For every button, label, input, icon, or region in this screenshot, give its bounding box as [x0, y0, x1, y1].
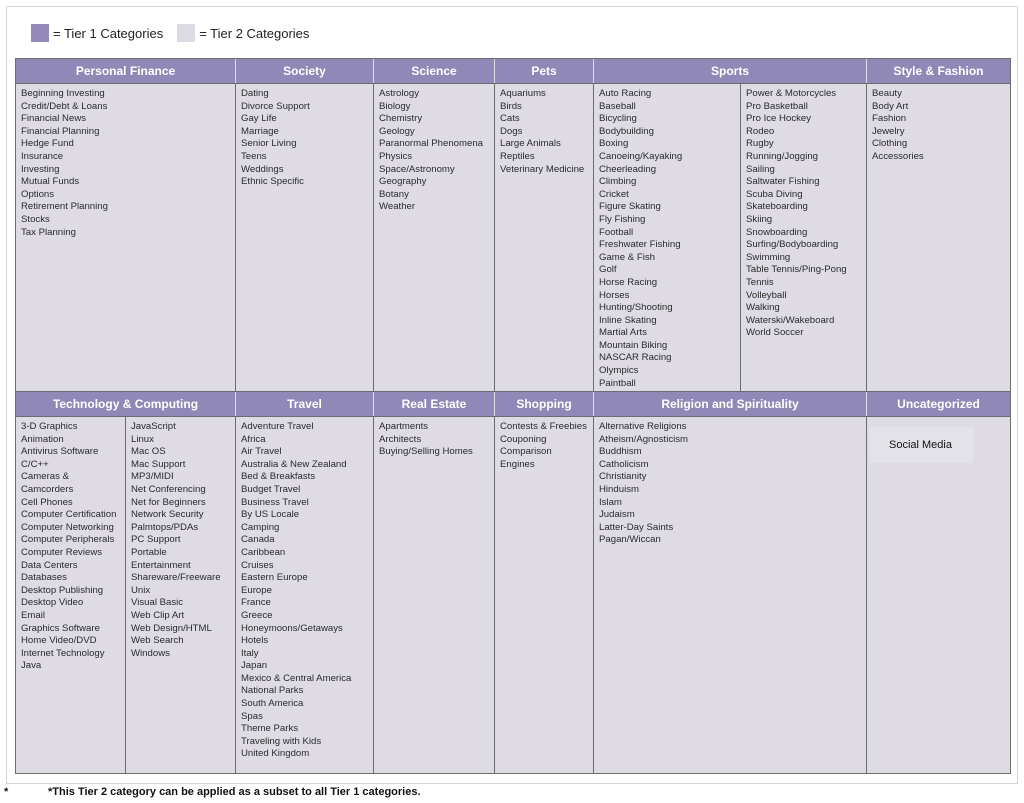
list-item: Waterski/Wakeboard — [746, 314, 835, 326]
list-item: Reptiles — [500, 150, 535, 162]
list-item: C/C++ — [21, 458, 49, 470]
list-item: Geography — [379, 176, 427, 188]
list-item: Computer Reviews — [21, 546, 103, 558]
list-item: Retirement Planning — [21, 201, 108, 213]
list-item: Desktop Publishing — [21, 584, 104, 596]
list-society — [236, 84, 373, 390]
list-item: Honeymoons/Getaways — [241, 622, 343, 634]
list-item: Africa — [241, 433, 266, 445]
header-uncategorized: Uncategorized — [867, 392, 1010, 416]
footnote-text: *This Tier 2 category can be applied as a subset to all Tier 1 categories. — [48, 786, 421, 798]
list-item: MP3/MIDI — [131, 471, 174, 483]
uncategorized-box — [870, 427, 974, 463]
list-item: Air Travel — [241, 446, 282, 458]
list-item: Financial Planning — [21, 125, 100, 137]
list-item: Apartments — [379, 421, 429, 432]
list-item: Net for Beginners — [131, 496, 206, 508]
list-item: Mac OS — [131, 446, 166, 458]
list-item: Auto Racing — [599, 88, 652, 99]
list-item: Budget Travel — [241, 483, 301, 495]
list-item: Space/Astronomy — [379, 163, 455, 175]
list-item: Body Art — [872, 100, 909, 112]
list-item: Cheerleading — [599, 163, 657, 175]
list-item: Mountain Biking — [599, 339, 668, 351]
list-item: Walking — [746, 302, 780, 314]
list-item: Architects — [379, 433, 422, 445]
list-item: Divorce Support — [241, 100, 310, 112]
list-religion — [594, 417, 866, 773]
divider — [593, 417, 594, 773]
list-item: Volleyball — [746, 289, 787, 301]
list-item: PC Support — [131, 534, 181, 546]
list-item: Windows — [131, 647, 170, 659]
list-item: Couponing — [500, 433, 547, 445]
header-pets: Pets — [495, 59, 593, 83]
list-item: Senior Living — [241, 138, 297, 150]
list-item: Jewelry — [872, 125, 905, 137]
list-item: Visual Basic — [131, 597, 184, 609]
list-item: Mexico & Central America — [241, 672, 352, 684]
list-item: NASCAR Racing — [599, 352, 672, 364]
list-item: Surfing/Bodyboarding — [746, 239, 839, 251]
list-item: Veterinary Medicine — [500, 163, 585, 175]
list-item: Cameras & — [21, 471, 69, 483]
list-item: Buying/Selling Homes — [379, 446, 473, 458]
header-technology: Technology & Computing — [16, 392, 235, 416]
header-personal-finance: Personal Finance — [16, 59, 235, 83]
divider — [593, 83, 594, 392]
list-item: Dating — [241, 88, 269, 99]
list-item: Web Search — [131, 635, 184, 647]
list-personal-finance — [16, 84, 235, 390]
list-item: Computer Networking — [21, 521, 114, 533]
header-travel: Travel — [236, 392, 373, 416]
list-item: Dogs — [500, 125, 523, 137]
list-item: Computer Certification — [21, 509, 117, 521]
list-item: Contests & Freebies — [500, 421, 587, 432]
list-item: Theme Parks — [241, 723, 299, 735]
list-item: Olympics — [599, 365, 639, 377]
list-item: Table Tennis/Ping-Pong — [746, 264, 847, 276]
tier1-swatch — [31, 24, 49, 42]
list-item: Hunting/Shooting — [599, 302, 673, 314]
list-item: Caribbean — [241, 546, 286, 558]
footnote-marker: * — [4, 786, 9, 798]
list-item: Weddings — [241, 163, 284, 175]
header-science: Science — [374, 59, 494, 83]
list-pets — [495, 84, 593, 390]
tier2-swatch — [177, 24, 195, 42]
list-item: Unix — [131, 584, 151, 596]
legend-tier1 — [31, 24, 163, 42]
list-item: Pagan/Wiccan — [599, 534, 661, 546]
list-item: National Parks — [241, 685, 304, 697]
list-item: Spas — [241, 710, 263, 722]
list-item: Portable — [131, 546, 167, 558]
list-item: Eastern Europe — [241, 572, 308, 584]
list-item: Japan — [241, 660, 268, 672]
list-item: Options — [21, 188, 55, 200]
list-item: Hotels — [241, 635, 269, 647]
list-item: Bicycling — [599, 113, 637, 125]
tier1-label: = Tier 1 Categories — [53, 25, 164, 41]
tier2-label: = Tier 2 Categories — [199, 25, 310, 41]
list-item: Palmtops/PDAs — [131, 521, 199, 533]
list-item: Bed & Breakfasts — [241, 471, 316, 483]
list-item: Network Security — [131, 509, 204, 521]
divider — [16, 391, 1010, 392]
list-item: Email — [21, 609, 45, 621]
list-item: Tennis — [746, 276, 774, 288]
list-item: World Soccer — [746, 327, 804, 339]
list-item: Christianity — [599, 471, 647, 483]
list-item: South America — [241, 698, 304, 710]
list-item: Biology — [379, 100, 411, 112]
list-item: Martial Arts — [599, 327, 647, 339]
list-item: Sailing — [746, 163, 775, 175]
list-item: Linux — [131, 433, 154, 445]
list-item: Latter-Day Saints — [599, 521, 674, 533]
list-item: Cats — [500, 113, 520, 125]
list-style-fashion — [867, 84, 1010, 390]
list-item: Atheism/Agnosticism — [599, 433, 689, 445]
list-item: Large Animals — [500, 138, 561, 150]
header-religion: Religion and Spirituality — [594, 392, 866, 416]
list-item: Judaism — [599, 509, 635, 521]
list-item: Alternative Religions — [599, 421, 687, 432]
list-item: Investing — [21, 163, 60, 175]
list-item: Web Design/HTML — [131, 622, 212, 634]
list-item: Golf — [599, 264, 617, 276]
list-item: Catholicism — [599, 458, 649, 470]
header-society: Society — [236, 59, 373, 83]
list-item: Camcorders — [21, 483, 74, 495]
list-item: Java — [21, 660, 42, 672]
divider — [235, 83, 236, 392]
list-item: Fashion — [872, 113, 907, 125]
list-item: Hinduism — [599, 483, 639, 495]
list-item: Insurance — [21, 150, 64, 162]
list-item: Game & Fish — [599, 251, 655, 263]
divider — [866, 417, 867, 773]
list-item: Canoeing/Kayaking — [599, 150, 683, 162]
list-item: 3-D Graphics — [21, 421, 78, 432]
list-item: Cruises — [241, 559, 274, 571]
list-item: By US Locale — [241, 509, 300, 521]
list-item: Canada — [241, 534, 275, 546]
list-item: Camping — [241, 521, 280, 533]
legend-tier2 — [177, 24, 309, 42]
list-item: Geology — [379, 125, 415, 137]
list-item: Freshwater Fishing — [599, 239, 681, 251]
list-item: Mac Support — [131, 458, 186, 470]
list-item: Pro Ice Hockey — [746, 113, 812, 125]
list-item: Home Video/DVD — [21, 635, 97, 647]
list-item: Tax Planning — [21, 226, 76, 238]
list-item: Figure Skating — [599, 201, 661, 213]
list-shopping — [495, 417, 593, 773]
list-item: Buddhism — [599, 446, 642, 458]
list-item: Financial News — [21, 113, 87, 125]
list-item: Snowboarding — [746, 226, 808, 238]
list-item: Antivirus Software — [21, 446, 99, 458]
list-science — [374, 84, 494, 390]
list-item: Astrology — [379, 88, 419, 99]
list-travel — [236, 417, 373, 773]
list-item: Hedge Fund — [21, 138, 74, 150]
list-item: Football — [599, 226, 634, 238]
list-item: Clothing — [872, 138, 908, 150]
header-sports: Sports — [594, 59, 866, 83]
list-item: JavaScript — [131, 421, 176, 432]
list-item: Scuba Diving — [746, 188, 803, 200]
list-item: Teens — [241, 150, 267, 162]
list-item: Power & Motorcycles — [746, 88, 837, 99]
list-item: Horse Racing — [599, 276, 658, 288]
divider — [373, 417, 374, 773]
list-item: Gay Life — [241, 113, 277, 125]
list-item: France — [241, 597, 271, 609]
list-item: Credit/Debt & Loans — [21, 100, 108, 112]
list-item: Horses — [599, 289, 630, 301]
list-item: Swimming — [746, 251, 791, 263]
divider — [494, 417, 495, 773]
list-item: Baseball — [599, 100, 636, 112]
list-item: Bodybuilding — [599, 125, 654, 137]
list-item: Business Travel — [241, 496, 309, 508]
list-item: Graphics Software — [21, 622, 100, 634]
list-item: Databases — [21, 572, 67, 584]
divider — [373, 83, 374, 392]
list-item: Shareware/Freeware — [131, 572, 221, 584]
list-item: Cricket — [599, 188, 629, 200]
list-item: Fly Fishing — [599, 213, 646, 225]
list-item: Paintball — [599, 377, 636, 389]
list-item: Engines — [500, 458, 535, 470]
list-item: Pro Basketball — [746, 100, 808, 112]
list-item: Ethnic Specific — [241, 176, 304, 188]
divider — [16, 416, 1010, 417]
list-item: Rodeo — [746, 125, 775, 137]
list-item: Adventure Travel — [241, 421, 314, 432]
divider — [16, 83, 1010, 84]
list-technology-col2 — [126, 417, 235, 773]
divider — [235, 417, 236, 773]
legend — [31, 23, 323, 43]
list-item: Aquariums — [500, 88, 546, 99]
list-item: Running/Jogging — [746, 150, 819, 162]
list-item: Skiing — [746, 213, 773, 225]
list-item: Botany — [379, 188, 409, 200]
uncategorized-item: Social Media — [889, 439, 952, 451]
list-item: Inline Skating — [599, 314, 657, 326]
list-item: Weather — [379, 201, 416, 213]
list-item: Web Clip Art — [131, 609, 185, 621]
divider — [866, 83, 867, 392]
list-item: Stocks — [21, 213, 50, 225]
list-item: Accessories — [872, 150, 924, 162]
list-item: Physics — [379, 150, 413, 162]
header-shopping: Shopping — [495, 392, 593, 416]
list-item: Net Conferencing — [131, 483, 206, 495]
list-item: Traveling with Kids — [241, 735, 322, 747]
divider — [740, 83, 741, 392]
list-item: Saltwater Fishing — [746, 176, 820, 188]
list-item: Paranormal Phenomena — [379, 138, 483, 150]
list-sports-col2 — [741, 84, 866, 390]
list-item: United Kingdom — [241, 748, 310, 760]
list-item: Marriage — [241, 125, 279, 137]
header-real-estate: Real Estate — [374, 392, 494, 416]
list-item: Beginning Investing — [21, 88, 105, 99]
list-item: Mutual Funds — [21, 176, 80, 188]
list-item: Boxing — [599, 138, 629, 150]
list-item: Birds — [500, 100, 522, 112]
list-item: Computer Peripherals — [21, 534, 115, 546]
list-item: Europe — [241, 584, 272, 596]
list-item: Desktop Video — [21, 597, 84, 609]
list-item: Australia & New Zealand — [241, 458, 347, 470]
list-technology-col1 — [16, 417, 125, 773]
list-item: Chemistry — [379, 113, 423, 125]
list-item: Climbing — [599, 176, 637, 188]
list-item: Skateboarding — [746, 201, 808, 213]
list-item: Internet Technology — [21, 647, 105, 659]
list-item: Entertainment — [131, 559, 191, 571]
divider — [125, 417, 126, 773]
list-item: Data Centers — [21, 559, 78, 571]
list-item: Animation — [21, 433, 64, 445]
list-item: Cell Phones — [21, 496, 73, 508]
list-item: Rugby — [746, 138, 774, 150]
list-sports-col1 — [594, 84, 740, 390]
list-item: Comparison — [500, 446, 552, 458]
list-item: Greece — [241, 609, 273, 621]
header-style-fashion: Style & Fashion — [867, 59, 1010, 83]
list-item: Islam — [599, 496, 622, 508]
list-item: Italy — [241, 647, 259, 659]
list-item: Beauty — [872, 88, 902, 99]
divider — [494, 83, 495, 392]
list-real-estate — [374, 417, 494, 773]
category-grid — [15, 58, 1011, 774]
